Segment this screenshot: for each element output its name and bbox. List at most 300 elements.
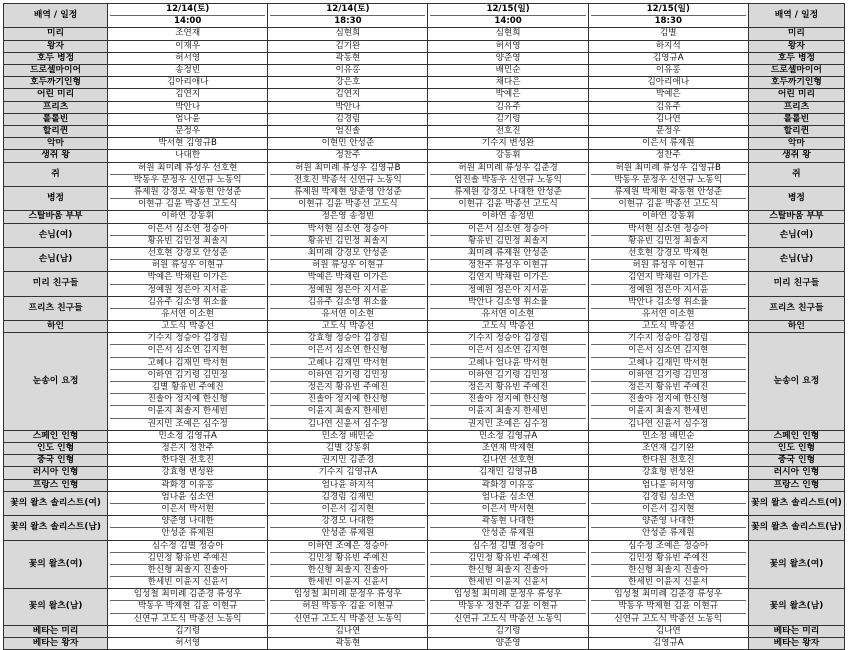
role-name-left: 프리츠 친구들: [4, 296, 108, 320]
cast-names: 김유주 김소영 위소율: [147, 296, 228, 307]
cast-names: 이은서 박서현: [430, 503, 585, 515]
cast-names: 조연재 박제현: [481, 442, 535, 453]
cast-names: 조연재: [175, 28, 201, 39]
cast-schedule: [3, 3, 845, 650]
cast-names: 배민순: [495, 64, 521, 75]
cast-cell: [108, 113, 268, 125]
cast-cell: [428, 333, 588, 431]
cast-names: 진솔아 정지예 한신형: [591, 393, 746, 405]
cast-names: 양준영 나대한: [641, 516, 695, 527]
cast-names: 김기령: [495, 625, 521, 636]
role-name-left: 하인: [4, 321, 108, 333]
cast-names: 박서현 심소연 정승아: [628, 223, 709, 234]
cast-names: 이은서 심소연 김지현: [430, 344, 585, 356]
role-name-right: 프랑스 인형: [748, 479, 844, 491]
date-header: [268, 4, 428, 28]
cast-names: 정은지 황유빈 주예진: [270, 381, 425, 393]
role-name-right: 병정: [748, 186, 844, 210]
cast-names: 황유빈 김민정 최솔지: [270, 235, 425, 247]
date-label: 12/15(일): [646, 4, 690, 14]
cast-names: 이윤지 최솔지 한세빈: [270, 405, 425, 417]
cast-row: [4, 186, 845, 210]
cast-names: 김별 황유빈 주예진: [110, 381, 265, 393]
cast-cell: [428, 625, 588, 637]
cast-names: 이현규 김윤 박종선 고도식: [110, 198, 265, 210]
cast-names: 이은서 심소연 정승아: [147, 223, 228, 234]
cast-names: 김나연: [655, 625, 681, 636]
cast-names: 채다은: [495, 77, 521, 88]
cast-cell: [268, 430, 428, 442]
cast-names: 고도식 박종선: [321, 321, 375, 332]
cast-names: 이은서 심소연 김지현: [110, 344, 265, 356]
cast-cell: [108, 247, 268, 271]
cast-row: [4, 138, 845, 150]
cast-names: 허원 류성우 이현규: [110, 259, 265, 271]
cast-cell: [428, 491, 588, 515]
cast-cell: [588, 455, 748, 467]
cast-cell: [108, 28, 268, 40]
cast-cell: [588, 223, 748, 247]
cast-names: 김경림: [335, 113, 361, 124]
cast-names: 엄나윤 심소연: [161, 491, 214, 502]
date-header: [428, 4, 588, 28]
cast-names: 고혜나 엄나윤 박서현: [430, 357, 585, 369]
role-name-right: 꽃의 왈츠(여): [748, 540, 844, 589]
cast-names: 허원 최미례 류성우 김영규B: [615, 162, 721, 173]
role-name-left: 러시아 인형: [4, 467, 108, 479]
cast-names: 한세빈 이윤지 신윤서: [430, 576, 585, 588]
cast-names: 진솔아 정지예 한신형: [270, 393, 425, 405]
cast-names: 김기령: [175, 625, 201, 636]
cast-cell: [588, 28, 748, 40]
time-label: 18:30: [270, 15, 425, 27]
cast-row: [4, 64, 845, 76]
cast-names: 이윤지 최솔지 한세빈: [591, 405, 746, 417]
role-name-right: 드로셀마이어: [748, 64, 844, 76]
cast-names: 김영규A: [652, 52, 684, 63]
cast-cell: [108, 455, 268, 467]
cast-names: 박동우 문정우 신연규 노동익: [110, 174, 265, 186]
role-name-right: 꽃의 왈츠 솔리스트(여): [748, 491, 844, 515]
cast-names: 심수정 김별 정승아: [472, 540, 545, 551]
cast-names: 하지석: [655, 40, 681, 51]
cast-names: 박안나 김소영 위소율: [467, 296, 549, 307]
role-name-right: 꽃의 왈츠 솔리스트(남): [748, 516, 844, 540]
cast-cell: [428, 455, 588, 467]
cast-names: 강효형 변성완: [641, 467, 695, 478]
role-name-right: 쥐: [748, 162, 844, 186]
role-name-left: 호두 병정: [4, 52, 108, 64]
cast-cell: [588, 272, 748, 296]
cast-names: 이하연 강동휘: [161, 211, 214, 222]
cast-names: 임성철 최미례 문정우 류성우: [293, 589, 402, 600]
cast-cell: [588, 247, 748, 271]
cast-cell: [428, 247, 588, 271]
cast-names: 박서현 심소연 정승아: [307, 223, 388, 234]
cast-names: 민소정 배민순: [641, 430, 695, 441]
cast-names: 박예은: [655, 89, 681, 100]
cast-names: 임성철 최미례 김준경 류성우: [133, 589, 242, 600]
cast-names: 허원 최미례 류성우 김준경: [458, 162, 558, 173]
cast-names: 고도식 박종선: [641, 321, 695, 332]
cast-names: 고도식 박종선: [161, 321, 214, 332]
cast-names: 허원 류성우 이현규: [270, 259, 425, 271]
cast-names: 김유주: [655, 101, 681, 112]
cast-names: 안성준 류제원: [591, 527, 746, 539]
cast-names: 곽동현: [335, 638, 361, 649]
cast-names: 강경모 나대한: [321, 516, 375, 527]
cast-cell: [268, 491, 428, 515]
cast-cell: [428, 64, 588, 76]
cast-names: 황유빈 김민정 최솔지: [591, 235, 746, 247]
cast-names: 황유빈 김민정 최솔지: [430, 235, 585, 247]
cast-row: [4, 89, 845, 101]
cast-row: [4, 491, 845, 515]
cast-names: 신연규 고도식 박종선 노동익: [591, 613, 746, 625]
cast-names: 강효형 정승아 김경림: [307, 333, 388, 344]
cast-names: 김연지 박채린 이가은: [628, 272, 709, 283]
cast-cell: [268, 52, 428, 64]
cast-cell: [108, 625, 268, 637]
cast-cell: [108, 479, 268, 491]
cast-cell: [428, 589, 588, 626]
cast-names: 한다원 전호진: [161, 455, 214, 466]
cast-cell: [588, 625, 748, 637]
cast-names: 류제원 박제현 양준영 안성준: [293, 186, 402, 197]
cast-names: 이하연 강동휘: [641, 211, 695, 222]
cast-names: 엄진솔: [335, 126, 361, 136]
role-name-left: 베타는 미리: [4, 625, 108, 637]
cast-cell: [108, 150, 268, 162]
cast-names: 심현희: [495, 28, 521, 39]
cast-row: [4, 540, 845, 589]
cast-cell: [268, 77, 428, 89]
time-label: 18:30: [591, 15, 746, 27]
cast-cell: [268, 467, 428, 479]
cast-cell: [268, 150, 428, 162]
cast-cell: [268, 89, 428, 101]
cast-cell: [588, 138, 748, 150]
role-name-right: 호두 병정: [748, 52, 844, 64]
cast-cell: [428, 321, 588, 333]
cast-cell: [268, 333, 428, 431]
cast-cell: [428, 442, 588, 454]
cast-names: 엄나윤: [175, 113, 201, 124]
cast-row: [4, 430, 845, 442]
cast-row: [4, 247, 845, 271]
cast-cell: [588, 126, 748, 138]
cast-cell: [268, 64, 428, 76]
cast-names: 권지민 조예은 심수정: [430, 418, 585, 430]
cast-names: 김별 강동휘: [325, 442, 371, 453]
cast-cell: [268, 589, 428, 626]
cast-cell: [588, 186, 748, 210]
cast-names: 이하연 김기령 김민정: [270, 369, 425, 381]
cast-cell: [108, 589, 268, 626]
cast-names: 나대한: [175, 150, 201, 161]
cast-names: 황유빈 김민정 최솔지: [110, 235, 265, 247]
cast-names: 김민정 황유빈 주예진: [591, 552, 746, 564]
cast-names: 심현희: [335, 28, 361, 39]
cast-cell: [428, 162, 588, 186]
role-name-right: 러시아 인형: [748, 467, 844, 479]
cast-cell: [588, 638, 748, 650]
cast-names: 김민정 황유빈 주예진: [430, 552, 585, 564]
cast-names: 이유홍: [335, 64, 361, 75]
cast-names: 문정우: [175, 126, 201, 136]
cast-names: 김영규A: [652, 638, 684, 649]
cast-names: 허원 류성우 이현규: [591, 259, 746, 271]
cast-names: 이유홍: [655, 64, 681, 75]
cast-row: [4, 442, 845, 454]
cast-cell: [108, 162, 268, 186]
cast-cell: [108, 101, 268, 113]
cast-cell: [268, 211, 428, 223]
cast-names: 한다원 전호진: [641, 455, 695, 466]
cast-cell: [588, 64, 748, 76]
cast-cell: [108, 430, 268, 442]
cast-names: 기수지 정승아 김경림: [147, 333, 228, 344]
cast-cell: [588, 150, 748, 162]
cast-cell: [588, 101, 748, 113]
cast-names: 임성철 최미례 문정우 류성우: [454, 589, 562, 600]
cast-cell: [108, 89, 268, 101]
cast-table-body: [4, 4, 845, 650]
cast-cell: [588, 467, 748, 479]
role-name-left: 생쥐 왕: [4, 150, 108, 162]
role-name-right: 롤롤빈: [748, 113, 844, 125]
cast-names: 곽화경 이유홍: [481, 479, 535, 490]
cast-cell: [428, 138, 588, 150]
cast-names: 이현규 김윤 박종선 고도식: [591, 198, 746, 210]
cast-names: 최미례 강경모 안성준: [307, 247, 388, 258]
cast-names: 허서영: [175, 638, 201, 649]
cast-names: 양준영: [495, 638, 521, 649]
cast-cell: [108, 272, 268, 296]
role-name-right: 프리츠 친구들: [748, 296, 844, 320]
cast-cell: [588, 442, 748, 454]
cast-cell: [108, 321, 268, 333]
cast-row: [4, 516, 845, 540]
cast-cell: [428, 89, 588, 101]
cast-names: 양준영 나대한: [161, 516, 214, 527]
cast-names: 기수지 변성완: [481, 138, 535, 149]
cast-cell: [108, 77, 268, 89]
cast-names: 유서연 이소현: [270, 308, 425, 320]
cast-cell: [268, 113, 428, 125]
cast-cell: [428, 516, 588, 540]
cast-names: 김연지: [175, 89, 201, 100]
cast-names: 정은지 황유빈 주예진: [430, 381, 585, 393]
cast-cell: [588, 113, 748, 125]
cast-cell: [268, 625, 428, 637]
cast-names: 기수지 정승아 김경림: [467, 333, 549, 344]
cast-names: 민소정 김영규A: [158, 430, 217, 441]
role-name-right: 악마: [748, 138, 844, 150]
cast-names: 양준영: [495, 52, 521, 63]
role-name-left: 왕자: [4, 40, 108, 52]
cast-names: 김나연 선호현: [481, 455, 535, 466]
cast-row: [4, 40, 845, 52]
cast-cell: [108, 126, 268, 138]
cast-names: 한신형 최솔지 진솔아: [110, 564, 265, 576]
cast-cell: [108, 491, 268, 515]
cast-cell: [588, 40, 748, 52]
cast-names: 한신형 최솔지 진솔아: [270, 564, 425, 576]
cast-names: 선호현 강경모 안성준: [147, 247, 228, 258]
cast-cell: [428, 126, 588, 138]
cast-names: 김유주: [495, 101, 521, 112]
cast-names: 김유주 김소영 위소율: [307, 296, 388, 307]
cast-names: 박동우 문정우 신연규 노동익: [591, 174, 746, 186]
cast-cell: [268, 126, 428, 138]
cast-cell: [588, 540, 748, 589]
cast-names: 곽동현: [335, 52, 361, 63]
time-label: 14:00: [110, 15, 265, 27]
cast-row: [4, 162, 845, 186]
role-name-left: 롤롤빈: [4, 113, 108, 125]
role-name-right: 프리츠: [748, 101, 844, 113]
role-name-right: 손님(남): [748, 247, 844, 271]
cast-cell: [428, 272, 588, 296]
cast-names: 안성준 류제원: [430, 527, 585, 539]
cast-row: [4, 126, 845, 138]
cast-names: 심수정 김별 정승아: [151, 540, 224, 551]
cast-names: 김나연 신윤서 심수정: [270, 418, 425, 430]
role-name-left: 드로셀마이어: [4, 64, 108, 76]
role-name-left: 병정: [4, 186, 108, 210]
cast-row: [4, 272, 845, 296]
cast-names: 허원 최미례 류성우 선호현: [137, 162, 238, 173]
cast-names: 안성준 류제원: [270, 527, 425, 539]
cast-row: [4, 467, 845, 479]
cast-names: 강효형 변성완: [161, 467, 214, 478]
cast-names: 박예은 박채린 이가은: [147, 272, 228, 283]
cast-cell: [428, 150, 588, 162]
cast-cell: [108, 540, 268, 589]
cast-row: [4, 77, 845, 89]
cast-names: 허원 최미례 류성우 김영규B: [295, 162, 401, 173]
date-label: 12/14(토): [326, 4, 370, 14]
cast-row: [4, 625, 845, 637]
cast-names: 류제원 강경모 나대한 안성준: [454, 186, 562, 197]
cast-names: 고혜나 김재민 박서현: [110, 357, 265, 369]
cast-cell: [588, 589, 748, 626]
cast-cell: [268, 516, 428, 540]
cast-cell: [588, 52, 748, 64]
cast-cell: [108, 211, 268, 223]
cast-row: [4, 455, 845, 467]
cast-cell: [588, 516, 748, 540]
cast-names: 김나연: [335, 625, 361, 636]
cast-names: 이현규 김윤 박종선 고도식: [430, 198, 585, 210]
cast-row: [4, 589, 845, 626]
date-header: [108, 4, 268, 28]
role-name-right: 하인: [748, 321, 844, 333]
role-name-left: 어린 미리: [4, 89, 108, 101]
cast-names: 고혜나 김재민 박서현: [591, 357, 746, 369]
cast-names: 곽동현 나대한: [481, 516, 535, 527]
cast-cell: [588, 479, 748, 491]
cast-row: [4, 101, 845, 113]
cast-cell: [268, 442, 428, 454]
cast-cell: [108, 638, 268, 650]
cast-names: 문정우: [655, 126, 681, 136]
cast-names: 이은서 심소연 정승아: [467, 223, 549, 234]
cast-names: 한세빈 이윤지 신윤서: [270, 576, 425, 588]
cast-names: 민소정 배민순: [321, 430, 375, 441]
cast-cell: [108, 296, 268, 320]
cast-cell: [268, 138, 428, 150]
role-name-right: 미리: [748, 28, 844, 40]
date-label: 12/15(일): [486, 4, 530, 14]
cast-names: 이은서 심소연 한신형: [270, 344, 425, 356]
cast-names: 곽화경 이유홍: [161, 479, 214, 490]
role-name-right: 왕자: [748, 40, 844, 52]
cast-cell: [268, 479, 428, 491]
cast-names: 이하연 송정빈: [481, 211, 535, 222]
cast-names: 최미례 류제원 안성준: [467, 247, 549, 258]
cast-cell: [428, 540, 588, 589]
cast-cell: [588, 77, 748, 89]
cast-cell: [588, 296, 748, 320]
cast-names: 이하연 조예은 정승아: [307, 540, 388, 551]
role-name-right: 손님(여): [748, 223, 844, 247]
cast-cell: [588, 162, 748, 186]
cast-row: [4, 321, 845, 333]
cast-names: 김나연: [655, 113, 681, 124]
cast-cell: [428, 638, 588, 650]
cast-names: 기수지 김영규A: [318, 467, 378, 478]
cast-row: [4, 211, 845, 223]
cast-cell: [108, 223, 268, 247]
role-name-right: 중국 인형: [748, 455, 844, 467]
cast-names: 박동우 정찬주 김윤 이현규: [430, 600, 585, 612]
cast-row: [4, 28, 845, 40]
cast-names: 전호진 박종석 신연규 노동익: [270, 174, 425, 186]
cast-names: 김기령: [495, 113, 521, 124]
cast-cell: [588, 89, 748, 101]
cast-names: 엄진솔 박동우 신연규 노동익: [430, 174, 585, 186]
date-header: [588, 4, 748, 28]
role-name-right: 호두까기인형: [748, 77, 844, 89]
cast-names: 이은서 김지현: [591, 503, 746, 515]
cast-cell: [428, 28, 588, 40]
cast-names: 이하연 김기령 김민정: [110, 369, 265, 381]
cast-names: 이은서 류제원: [641, 138, 695, 149]
cast-row: [4, 296, 845, 320]
cast-names: 류제원 강경모 곽동현 안성준: [133, 186, 242, 197]
cast-names: 엄나윤 하지석: [321, 479, 375, 490]
role-name-right: 베타는 미리: [748, 625, 844, 637]
cast-names: 전호진: [495, 126, 521, 136]
cast-names: 한세빈 이윤지 신윤서: [110, 576, 265, 588]
cast-names: 한신형 최솔지 진솔아: [591, 564, 746, 576]
cast-row: [4, 638, 845, 650]
role-name-right: 스페인 인형: [748, 430, 844, 442]
cast-names: 이하연 김기령 김민정: [591, 369, 746, 381]
cast-cell: [428, 77, 588, 89]
header-row: [4, 4, 845, 28]
cast-cell: [428, 430, 588, 442]
cast-cell: [108, 138, 268, 150]
cast-row: [4, 113, 845, 125]
cast-cell: [268, 28, 428, 40]
cast-names: 이은서 심소연 김지현: [591, 344, 746, 356]
cast-names: 유서연 이소현: [110, 308, 265, 320]
cast-names: 정찬주: [335, 150, 361, 161]
cast-cell: [428, 296, 588, 320]
